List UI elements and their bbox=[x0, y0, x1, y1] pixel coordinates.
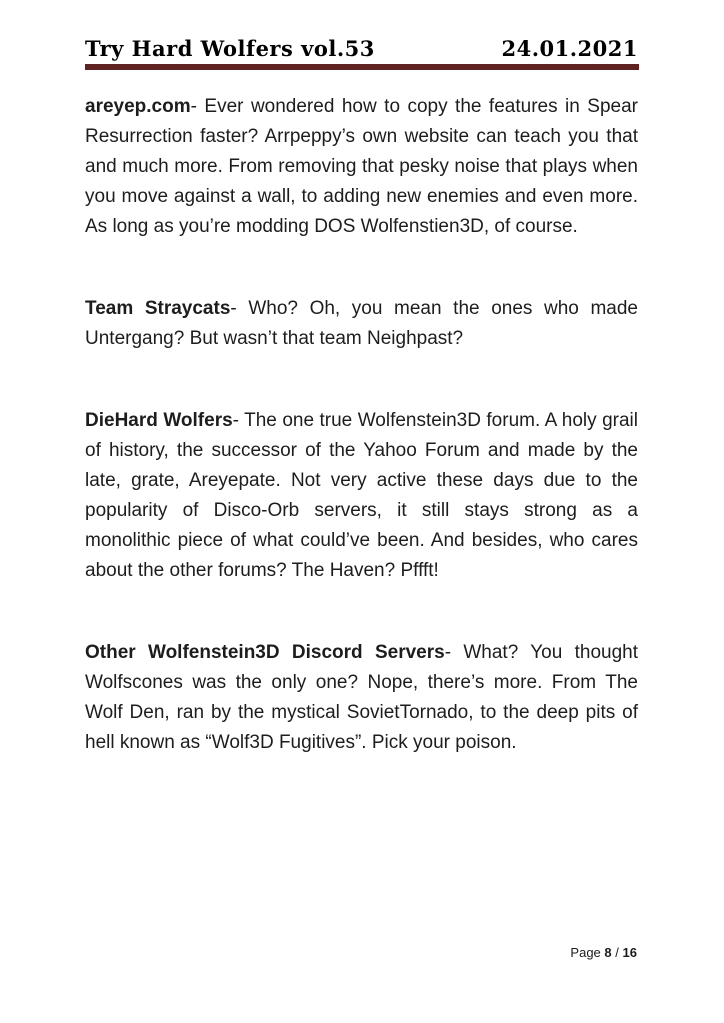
page-footer bbox=[570, 944, 637, 961]
entry-title-diehard-wolfers: DieHard Wolfers bbox=[85, 410, 233, 431]
entry-text-diehard-wolfers: - The one true Wolfenstein3D forum. A holy grail of history, the successor of the Yahoo Forum and made by the late, grate, Areyepate. Not very active these days due to the popularity of Disco-Orb servers, it still stays strong as a monolithic piece of what could’ve been. And besides, who cares about the other forums? The Haven? Pffft! bbox=[85, 410, 638, 581]
entry-title-team-straycats: Team Straycats bbox=[85, 298, 231, 319]
entry-text-discord-servers: - What? You thought Wolfscones was the only one? Nope, there’s more. From The Wolf Den, ran by the mystical SovietTornado, to the deep pits of hell known as “Wolf3D Fugitives”. Pick your poison. bbox=[85, 642, 639, 753]
entry-title-discord-servers: Other Wolfenstein3D Discord Servers bbox=[85, 642, 445, 663]
paragraph-discord-servers bbox=[85, 638, 638, 758]
page-header bbox=[85, 36, 638, 61]
entry-text-team-straycats: - Who? Oh, you mean the ones who made Untergang? But wasn’t that team Neighpast? bbox=[85, 298, 638, 349]
footer-separator: / bbox=[615, 945, 619, 960]
document-body bbox=[85, 92, 638, 758]
paragraph-diehard-wolfers bbox=[85, 406, 638, 586]
document-date: 24.01.2021 bbox=[501, 36, 638, 61]
paragraph-areyep bbox=[85, 92, 638, 242]
footer-page-label: Page bbox=[570, 945, 601, 960]
document-title: Try Hard Wolfers vol.53 bbox=[85, 36, 375, 61]
entry-text-areyep: - Ever wondered how to copy the features in Spear Resurrection faster? Arrpeppy’s own website can teach you that and much more. From removing that pesky noise that plays when you move against a wall, to adding new enemies and even more. As long as you’re modding DOS Wolfenstien3D, of course. bbox=[85, 96, 638, 237]
header-divider-rule bbox=[85, 64, 639, 70]
entry-title-areyep: areyep.com bbox=[85, 96, 191, 117]
footer-current-page: 8 bbox=[604, 945, 612, 960]
paragraph-team-straycats bbox=[85, 294, 638, 354]
footer-total-pages: 16 bbox=[622, 945, 637, 960]
